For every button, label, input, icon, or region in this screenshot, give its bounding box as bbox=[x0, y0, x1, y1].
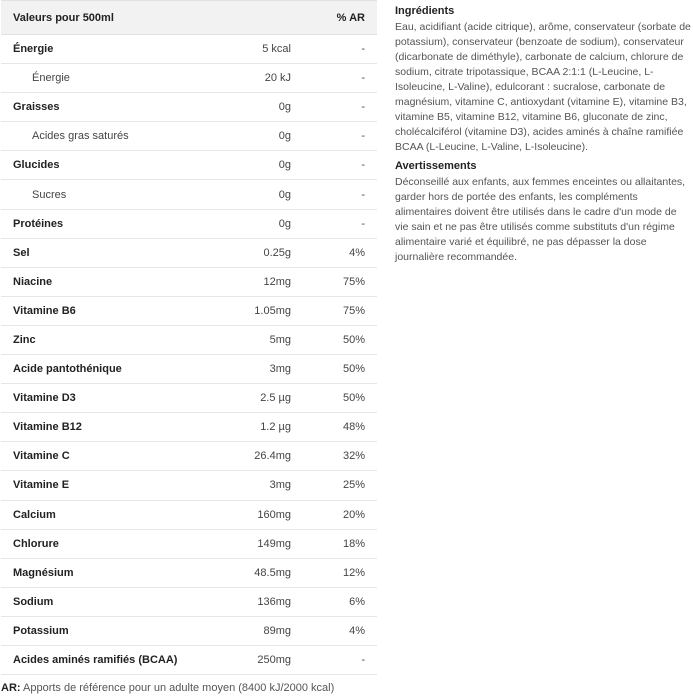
table-row bbox=[1, 325, 377, 354]
table-row bbox=[1, 529, 377, 558]
footnote-label: AR: bbox=[1, 682, 21, 694]
nutrient-ar: 12% bbox=[304, 558, 377, 587]
product-info-panel bbox=[395, 4, 691, 269]
nutrient-name: Énergie bbox=[1, 64, 218, 93]
nutrient-name: Acides gras saturés bbox=[1, 122, 218, 151]
table-row bbox=[1, 296, 377, 325]
nutrient-name: Niacine bbox=[1, 267, 218, 296]
nutrient-quantity: 0g bbox=[218, 209, 304, 238]
nutrient-quantity: 0g bbox=[218, 93, 304, 122]
nutrient-name: Protéines bbox=[1, 209, 218, 238]
nutrient-name: Vitamine C bbox=[1, 442, 218, 471]
warnings-text: Déconseillé aux enfants, aux femmes enceintes ou allaitantes, garder hors de portée des enfants, les compléments alimentaires doivent être utilisés dans le cadre d'un mode de vie sain et ne pas être utilisés comme substituts d'un régime alimentaire varié et équilibré, ne pas dépasser la dose journalière recommandée. bbox=[395, 176, 686, 263]
table-row bbox=[1, 151, 377, 180]
warnings-title: Avertissements bbox=[395, 160, 477, 172]
table-row bbox=[1, 209, 377, 238]
nutrient-name: Vitamine B6 bbox=[1, 296, 218, 325]
header-nutrient: Valeurs pour 500ml bbox=[1, 1, 218, 35]
nutrient-quantity: 20 kJ bbox=[218, 64, 304, 93]
nutrient-quantity: 1.05mg bbox=[218, 296, 304, 325]
nutrient-quantity: 12mg bbox=[218, 267, 304, 296]
nutrient-name: Potassium bbox=[1, 616, 218, 645]
nutrient-quantity: 48.5mg bbox=[218, 558, 304, 587]
nutrient-quantity: 26.4mg bbox=[218, 442, 304, 471]
nutrient-quantity: 136mg bbox=[218, 587, 304, 616]
nutrient-name: Sel bbox=[1, 238, 218, 267]
nutrient-ar: 50% bbox=[304, 384, 377, 413]
nutrient-name: Vitamine E bbox=[1, 471, 218, 500]
nutrient-ar: 48% bbox=[304, 413, 377, 442]
nutrient-name: Énergie bbox=[1, 35, 218, 64]
nutrient-ar: - bbox=[304, 180, 377, 209]
nutrient-quantity: 5mg bbox=[218, 325, 304, 354]
nutrient-name: Acides aminés ramifiés (BCAA) bbox=[1, 645, 218, 674]
nutrient-name: Sucres bbox=[1, 180, 218, 209]
footnote-text: Apports de référence pour un adulte moyen (8400 kJ/2000 kcal) bbox=[20, 682, 335, 694]
nutrient-ar: - bbox=[304, 122, 377, 151]
table-header-row bbox=[1, 1, 377, 35]
nutrient-quantity: 1.2 µg bbox=[218, 413, 304, 442]
nutrient-ar: - bbox=[304, 151, 377, 180]
ingredients-section bbox=[395, 4, 691, 155]
nutrient-ar: - bbox=[304, 64, 377, 93]
nutrient-name: Magnésium bbox=[1, 558, 218, 587]
ar-footnote bbox=[1, 682, 334, 694]
nutrient-name: Vitamine B12 bbox=[1, 413, 218, 442]
nutrient-name: Graisses bbox=[1, 93, 218, 122]
nutrition-table bbox=[1, 0, 377, 675]
table-subrow bbox=[1, 64, 377, 93]
table-row bbox=[1, 645, 377, 674]
nutrient-ar: 4% bbox=[304, 616, 377, 645]
nutrient-ar: 18% bbox=[304, 529, 377, 558]
nutrient-quantity: 3mg bbox=[218, 355, 304, 384]
nutrient-quantity: 5 kcal bbox=[218, 35, 304, 64]
nutrient-ar: 75% bbox=[304, 296, 377, 325]
table-row bbox=[1, 616, 377, 645]
nutrient-ar: - bbox=[304, 645, 377, 674]
nutrient-quantity: 0g bbox=[218, 122, 304, 151]
nutrient-ar: - bbox=[304, 209, 377, 238]
nutrient-quantity: 0g bbox=[218, 151, 304, 180]
nutrient-quantity: 160mg bbox=[218, 500, 304, 529]
nutrient-name: Calcium bbox=[1, 500, 218, 529]
nutrient-quantity: 3mg bbox=[218, 471, 304, 500]
nutrient-ar: 6% bbox=[304, 587, 377, 616]
nutrient-quantity: 0.25g bbox=[218, 238, 304, 267]
nutrient-name: Acide pantothénique bbox=[1, 355, 218, 384]
nutrition-table-body bbox=[1, 35, 377, 675]
table-row bbox=[1, 355, 377, 384]
table-row bbox=[1, 500, 377, 529]
ingredients-text: Eau, acidifiant (acide citrique), arôme, conservateur (sorbate de potassium), conservateur (benzoate de sodium), conservateur (dicarbonate de diméthyle), carbonate de calcium, chlorure de sodium, citrate tripotassique, BCAA 2:1:1 (L-Leucine, L-Isoleucine, L-Valine), edulcorant : sucralose, carbonate de magnésium, vitamine C, antioxydant (vitamine E), vitamine B3, vitamine B5, vitamine B12, vitamine B6, gluconate de zinc, cholécalciférol (vitamine D3), acides aminés à chaîne ramifiée BCAA (L-Leucine, L-Valine, L-Isoleucine). bbox=[395, 21, 691, 153]
nutrient-ar: - bbox=[304, 35, 377, 64]
header-ar: % AR bbox=[304, 1, 377, 35]
nutrient-ar: 4% bbox=[304, 238, 377, 267]
nutrient-ar: 20% bbox=[304, 500, 377, 529]
nutrition-table-header bbox=[1, 1, 377, 35]
nutrient-quantity: 2.5 µg bbox=[218, 384, 304, 413]
nutrient-name: Zinc bbox=[1, 325, 218, 354]
nutrient-name: Sodium bbox=[1, 587, 218, 616]
table-row bbox=[1, 93, 377, 122]
table-subrow bbox=[1, 122, 377, 151]
nutrient-quantity: 0g bbox=[218, 180, 304, 209]
nutrient-ar: - bbox=[304, 93, 377, 122]
table-row bbox=[1, 267, 377, 296]
table-row bbox=[1, 35, 377, 64]
table-row bbox=[1, 384, 377, 413]
nutrient-quantity: 89mg bbox=[218, 616, 304, 645]
table-row bbox=[1, 238, 377, 267]
nutrient-ar: 75% bbox=[304, 267, 377, 296]
nutrient-ar: 32% bbox=[304, 442, 377, 471]
table-row bbox=[1, 471, 377, 500]
nutrient-name: Glucides bbox=[1, 151, 218, 180]
table-row bbox=[1, 442, 377, 471]
nutrient-quantity: 149mg bbox=[218, 529, 304, 558]
nutrient-ar: 50% bbox=[304, 325, 377, 354]
table-row bbox=[1, 558, 377, 587]
table-row bbox=[1, 413, 377, 442]
nutrient-quantity: 250mg bbox=[218, 645, 304, 674]
table-row bbox=[1, 587, 377, 616]
ingredients-title: Ingrédients bbox=[395, 5, 455, 17]
nutrient-name: Chlorure bbox=[1, 529, 218, 558]
table-subrow bbox=[1, 180, 377, 209]
nutrient-name: Vitamine D3 bbox=[1, 384, 218, 413]
warnings-section bbox=[395, 159, 691, 265]
header-quantity bbox=[218, 1, 304, 35]
nutrient-ar: 25% bbox=[304, 471, 377, 500]
nutrient-ar: 50% bbox=[304, 355, 377, 384]
